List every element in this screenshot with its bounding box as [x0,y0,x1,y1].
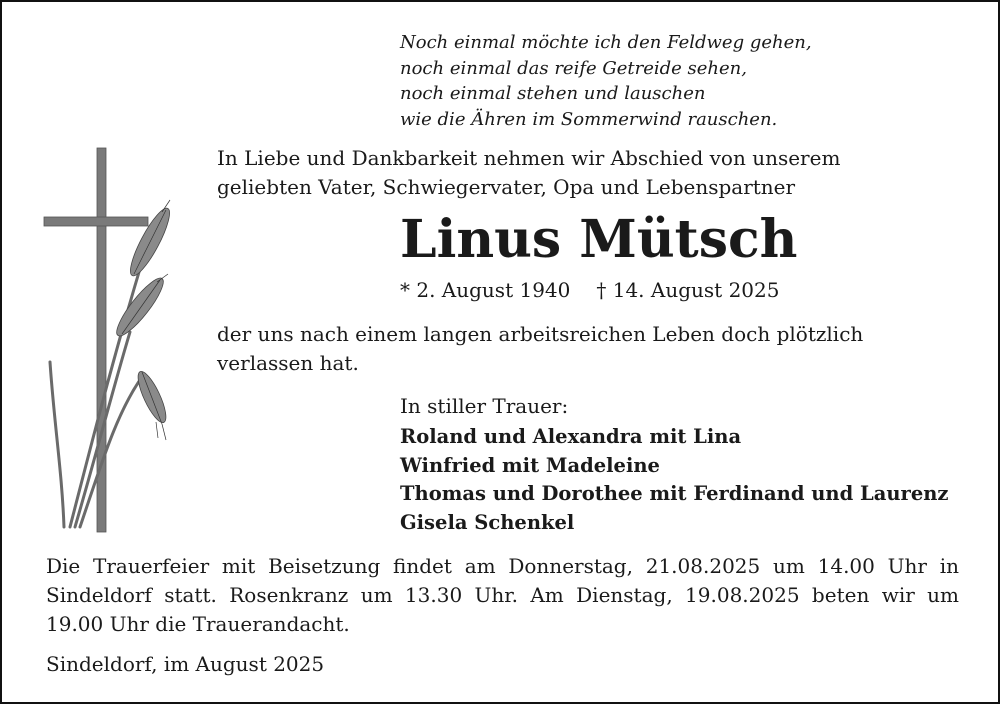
cross-with-wheat-icon [42,142,182,537]
body-text [217,320,863,378]
poem-line: noch einmal stehen und lauschen [400,83,706,104]
mourners-list [400,423,948,537]
poem-line: Noch einmal möchte ich den Feldweg gehen, [400,32,812,53]
intro-line: geliebten Vater, Schwiegervater, Opa und Lebenspartner [217,175,796,199]
service-line: 19.00 Uhr die Trauerandacht. [46,612,350,636]
mourner-name: Gisela Schenkel [400,510,575,534]
death-date: † 14. August 2025 [596,278,780,302]
mourner-name: Winfried mit Madeleine [400,453,660,477]
deceased-name: Linus Mütsch [400,209,798,270]
body-line: der uns nach einem langen arbeitsreichen Leben doch plötzlich [217,322,864,346]
mourner-name: Roland und Alexandra mit Lina [400,425,742,448]
poem [400,30,812,132]
body-line: verlassen hat. [217,351,359,375]
mourners-label: In stiller Trauer: [400,394,569,418]
poem-line: wie die Ähren im Sommerwind rauschen. [400,108,778,130]
service-line: Die Trauerfeier mit Beisetzung findet am Donnerstag, 21.08.2025 um 14.00 Uhr in [46,554,959,578]
closing-place-date: Sindeldorf, im August 2025 [46,652,325,676]
mourner-name: Thomas und Dorothee mit Ferdinand und Laurenz [400,482,949,505]
life-dates [400,276,779,304]
poem-line: noch einmal das reife Getreide sehen, [400,57,747,79]
service-line: Sindeldorf statt. Rosenkranz um 13.30 Uhr. Am Dienstag, 19.08.2025 beten wir um [46,583,959,607]
birth-date: * 2. August 1940 [400,278,571,302]
intro-text [217,144,840,202]
intro-line: In Liebe und Dankbarkeit nehmen wir Abschied von unserem [217,146,841,170]
service-info [46,552,959,639]
